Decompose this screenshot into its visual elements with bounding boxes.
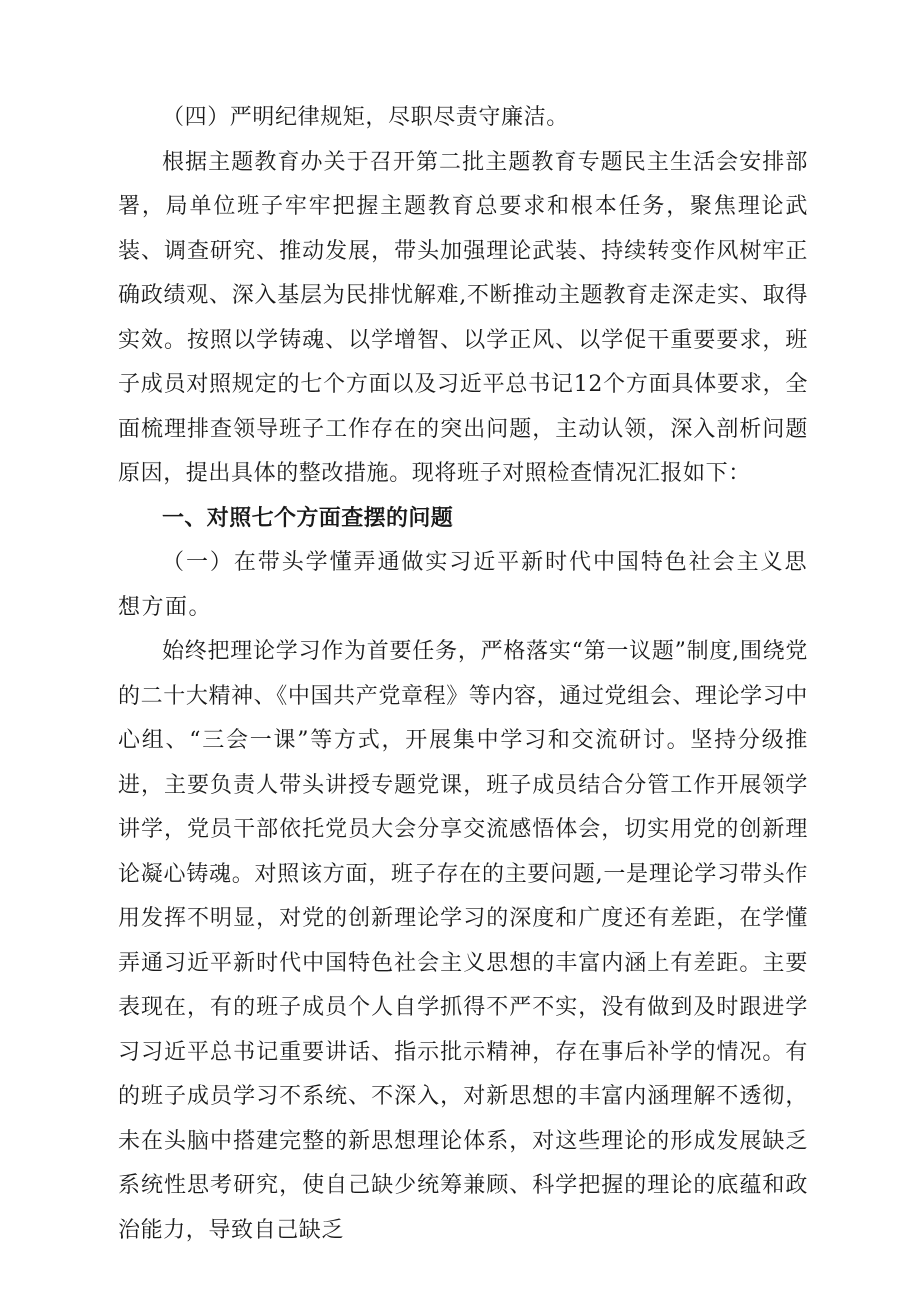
intro-paragraph: 根据主题教育办关于召开第二批主题教育专题民主生活会安排部署，局单位班子牢牢把握主题教育总要求和根本任务，聚焦理论武装、调查研究、推动发展，带头加强理论武装、持续转变作风树牢正确政绩观、深入基层为民排忧解难,不断推动主题教育走深走实、取得实效。按照以学铸魂、以学增智、以学正风、以学促干重要要求，班子成员对照规定的七个方面以及习近平总书记12个方面具体要求，全面梳理排查领导班子工作存在的突出问题，主动认领，深入剖析问题原因，提出具体的整改措施。现将班子对照检查情况汇报如下： bbox=[118, 149, 808, 486]
subsection-four-title: （四）严明纪律规矩，尽职尽责守廉洁。 bbox=[162, 105, 569, 130]
body-paragraph: 始终把理论学习作为首要任务，严格落实“第一议题”制度,围绕党的二十大精神、《中国共产党章程》等内容，通过党组会、理论学习中心组、“三会一课”等方式，开展集中学习和交流研讨。坚持分级推进，主要负责人带头讲授专题党课，班子成员结合分管工作开展领学讲学，党员干部依托党员大会分享交流感悟体会，切实用党的创新理论凝心铸魂。对照该方面，班子存在的主要问题,一是理论学习带头作用发挥不明显，对党的创新理论学习的深度和广度还有差距，在学懂弄通习近平新时代中国特色社会主义思想的丰富内涵上有差距。主要表现在，有的班子成员个人自学抓得不严不实，没有做到及时跟进学习习近平总书记重要讲话、指示批示精神，存在事后补学的情况。有的班子成员学习不系统、不深入，对新思想的丰富内涵理解不透彻，未在头脑中搭建完整的新思想理论体系，对这些理论的形成发展缺乏系统性思考研究，使自己缺少统筹兼顾、科学把握的理论的底蕴和政治能力，导致自己缺乏 bbox=[118, 639, 808, 1243]
section-one-heading: 一、对照七个方面查摆的问题 bbox=[162, 505, 454, 531]
subsection-one-title: （一）在带头学懂弄通做实习近平新时代中国特色社会主义思想方面。 bbox=[118, 550, 808, 620]
document-body bbox=[118, 96, 808, 1253]
